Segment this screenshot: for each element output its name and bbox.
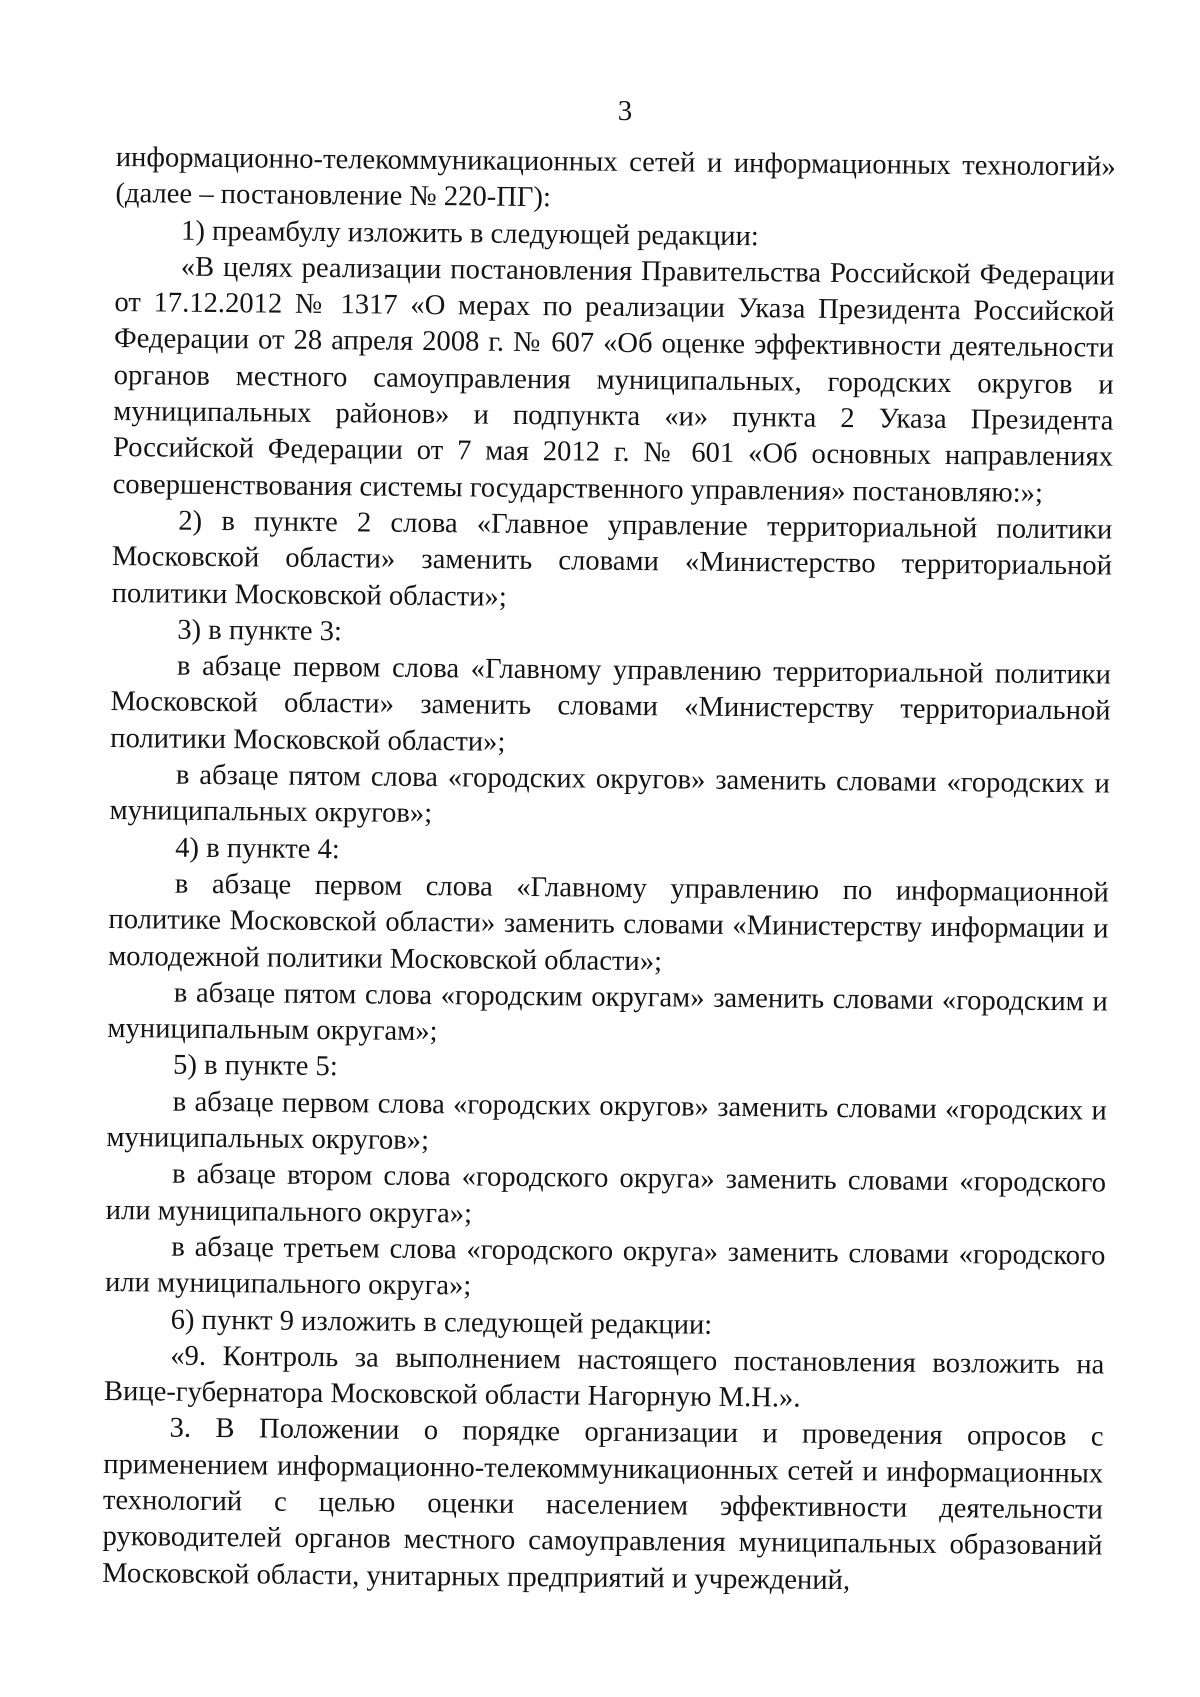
page-number: 3 [617, 95, 633, 127]
paragraph-item-5-abzac-3: в абзаце третьем слова «городского округа» заменить словами «городского или муниципального округа»; [104, 1231, 1106, 1302]
paragraph-item-6: 6) пункт 9 изложить в следующей редакции: [170, 1304, 713, 1341]
paragraph-item-3-abzac-1: в абзаце первом слова «Главному управлению территориальной политики Московской области» заменить словами «Министерству территориальной политики Московской области»; [110, 650, 1112, 758]
paragraph-item-3-abzac-5: в абзаце пятом слова «городских округов» заменить словами «городских и муниципальных округов»; [109, 759, 1111, 830]
paragraph-item-5-abzac-2: в абзаце втором слова «городского округа» заменить словами «городского или муниципального округа»; [105, 1158, 1107, 1230]
paragraph-item-9-quote: «9. Контроль за выполнением настоящего постановления возложить на Вице-губернатора Московской области Нагорную М.Н.». [103, 1340, 1105, 1414]
paragraph-item-2: 2) в пункте 2 слова «Главное управление территориальной политики Московской области» заменить словами «Министерство территориальной политики Московской области»; [111, 505, 1113, 613]
paragraph-item-5: 5) в пункте 5: [172, 1050, 338, 1083]
paragraph-preamble-quote: «В целях реализации постановления Правительства Российской Федерации от 17.12.2012 № 1317 «О мерах по реализации Указа Президента Российской Федерации от 28 апреля 2008 г. № 607 «Об оценке эффективности деятельности органов местного самоуправления муниципальных, городских округов и муниципальных районов» и подпункта «и» пункта 2 Указа Президента Российской Федерации от 7 мая 2012 г. № 601 «Об основных направлениях совершенствования системы государственного управления» постановляю:»; [112, 251, 1115, 509]
paragraph-item-5-abzac-1: в абзаце первом слова «городских округов» заменить словами «городских и муниципальных округов»; [106, 1086, 1107, 1157]
paragraph-item-4-abzac-5: в абзаце пятом слова «городским округам» заменить словами «городским и муниципальным округам»; [107, 977, 1108, 1048]
paragraph-continuation: информационно-телекоммуникационных сетей и информационных технологий» (далее – постановление № 220-ПГ): [115, 141, 1116, 214]
paragraph-section-3: 3. В Положении о порядке организации и проведения опросов с применением информационно-телекоммуникационных сетей и информационных технологий с целью оценки населением эффективности деятельности руководителей органов местного самоуправления муниципальных образований Московской области, унитарных предприятий и учреждений, [102, 1412, 1104, 1596]
paragraph-item-4-abzac-1: в абзаце первом слова «Главному управлению по информационной политике Московской области» заменить словами «Министерству информации и молодежной политики Московской области»; [108, 868, 1109, 977]
paragraph-item-1: 1) преамбулу изложить в следующей редакции: [180, 215, 759, 252]
paragraph-item-3: 3) в пункте 3: [177, 614, 343, 648]
document-body [102, 140, 1116, 1601]
paragraph-item-4: 4) в пункте 4: [175, 832, 340, 865]
